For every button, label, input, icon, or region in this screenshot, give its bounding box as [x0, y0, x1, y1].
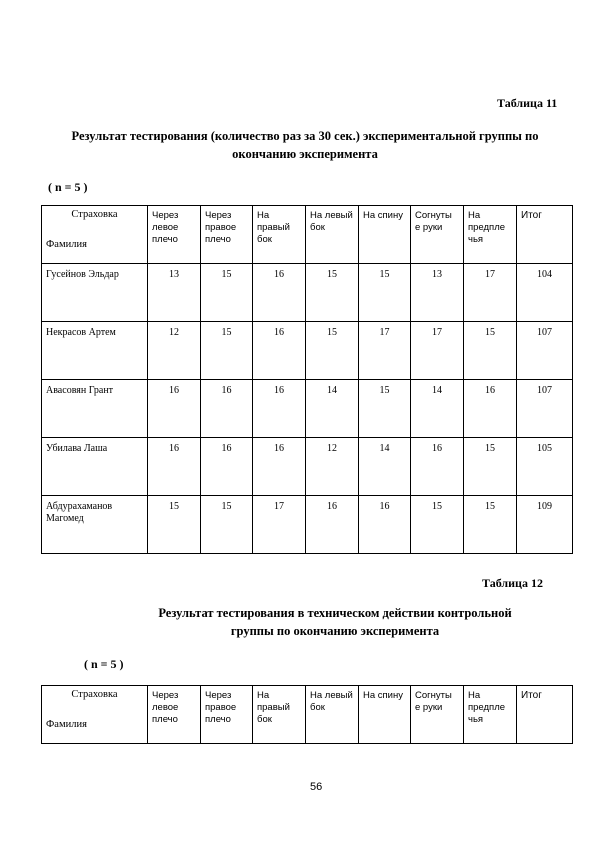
column-header: Согнуты е руки	[411, 206, 464, 264]
row-value: 17	[411, 322, 464, 380]
table-12-caption-line-1: Результат тестирования в техническом действии контрольной	[158, 606, 512, 620]
row-value: 15	[411, 496, 464, 554]
row-value: 14	[359, 438, 411, 496]
corner-label-insurance: Страховка	[71, 689, 118, 700]
table-11-corner-cell	[42, 206, 148, 264]
row-value: 15	[201, 496, 253, 554]
row-total: 107	[517, 380, 573, 438]
row-value: 16	[148, 438, 201, 496]
table-11-header-row	[42, 206, 573, 264]
row-value: 15	[464, 322, 517, 380]
column-header: Через левое плечо	[148, 206, 201, 264]
column-header: На правый бок	[253, 686, 306, 744]
row-value: 12	[306, 438, 359, 496]
column-header: На правый бок	[253, 206, 306, 264]
table-row	[42, 264, 573, 322]
column-header: На левый бок	[306, 206, 359, 264]
column-header: Через правое плечо	[201, 686, 253, 744]
row-value: 15	[359, 264, 411, 322]
row-value: 14	[306, 380, 359, 438]
column-header-total: Итог	[517, 206, 573, 264]
corner-label-surname: Фамилия	[46, 719, 87, 730]
row-name: Абдурахаманов Магомед	[42, 496, 148, 554]
table-12-caption-line-2: группы по окончанию эксперимента	[230, 624, 440, 638]
row-value: 16	[253, 322, 306, 380]
row-value: 16	[201, 380, 253, 438]
row-value: 16	[464, 380, 517, 438]
table-row	[42, 496, 573, 554]
row-value: 17	[253, 496, 306, 554]
row-value: 16	[201, 438, 253, 496]
row-value: 13	[411, 264, 464, 322]
row-value: 16	[253, 264, 306, 322]
row-value: 16	[306, 496, 359, 554]
row-value: 16	[359, 496, 411, 554]
row-value: 12	[148, 322, 201, 380]
column-header: Согнуты е руки	[411, 686, 464, 744]
table-row	[42, 380, 573, 438]
row-value: 16	[253, 380, 306, 438]
column-header-total: Итог	[517, 686, 573, 744]
row-total: 109	[517, 496, 573, 554]
row-value: 15	[464, 438, 517, 496]
table-row	[42, 322, 573, 380]
table-12-n-label: ( n = 5 )	[84, 657, 124, 671]
table-11-label: Таблица 11	[497, 96, 558, 110]
table-11	[41, 205, 573, 554]
row-value: 15	[359, 380, 411, 438]
row-name: Гусейнов Эльдар	[42, 264, 148, 322]
table-11-caption-line-1: Результат тестирования (количество раз за 30 сек.) экспериментальной группы по	[71, 129, 539, 143]
row-value: 15	[148, 496, 201, 554]
table-row	[42, 438, 573, 496]
table-12-header-row	[42, 686, 573, 744]
row-value: 14	[411, 380, 464, 438]
row-total: 105	[517, 438, 573, 496]
table-12-corner-cell	[42, 686, 148, 744]
column-header: Через левое плечо	[148, 686, 201, 744]
table-11-caption-line-2: окончанию эксперимента	[232, 147, 378, 161]
row-value: 15	[464, 496, 517, 554]
row-value: 16	[253, 438, 306, 496]
row-value: 16	[148, 380, 201, 438]
table-12-caption	[70, 604, 595, 640]
row-value: 15	[306, 264, 359, 322]
page-number: 56	[310, 781, 323, 793]
row-value: 17	[359, 322, 411, 380]
table-11-n-label: ( n = 5 )	[48, 180, 88, 194]
column-header: На предпле чья	[464, 206, 517, 264]
table-12-label: Таблица 12	[482, 576, 543, 590]
table-12	[41, 685, 573, 744]
row-name: Некрасов Артем	[42, 322, 148, 380]
row-value: 16	[411, 438, 464, 496]
column-header: Через правое плечо	[201, 206, 253, 264]
column-header: На спину	[359, 686, 411, 744]
table-11-caption	[40, 127, 570, 163]
row-value: 13	[148, 264, 201, 322]
row-total: 107	[517, 322, 573, 380]
row-value: 15	[201, 264, 253, 322]
column-header: На предпле чья	[464, 686, 517, 744]
row-value: 15	[201, 322, 253, 380]
corner-label-insurance: Страховка	[71, 209, 118, 220]
corner-label-surname: Фамилия	[46, 239, 87, 250]
column-header: На спину	[359, 206, 411, 264]
row-value: 17	[464, 264, 517, 322]
row-name: Авасовян Грант	[42, 380, 148, 438]
row-name: Убилава Лаша	[42, 438, 148, 496]
row-value: 15	[306, 322, 359, 380]
column-header: На левый бок	[306, 686, 359, 744]
row-total: 104	[517, 264, 573, 322]
